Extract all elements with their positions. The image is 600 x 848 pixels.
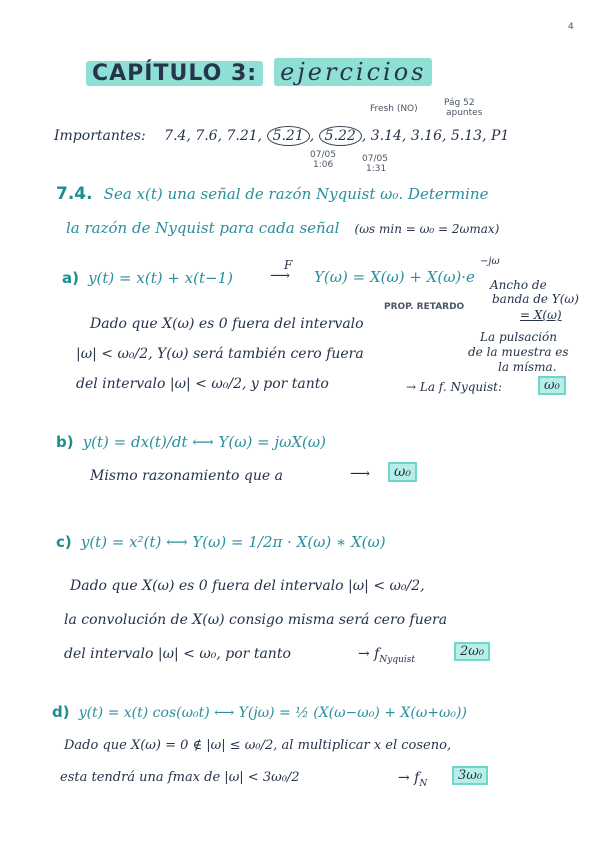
fourier-arrow: ⟶ [270,268,291,284]
part-b-label: b) [56,433,74,451]
part-d-text2: esta tendrá una fmax de |ω| < 3ω₀/2 [60,770,300,785]
page-mark: 4 [568,22,574,32]
important-item: 3.16, [410,128,447,144]
part-a-eq-right: Y(ω) = X(ω) + X(ω)·e [314,268,475,286]
page-title [86,58,432,86]
exercise-header [56,184,488,204]
part-d-sub: N [419,778,428,789]
exercise-line2-row [66,218,499,237]
note-date1a: 07/05 [310,150,336,160]
important-item: 7.21, [226,128,263,144]
note-fresh: Fresh (NO) [370,104,418,114]
part-d-label: d) [52,703,70,721]
part-d-text1: Dado que X(ω) = 0 ∉ |ω| ≤ ω₀/2, al multiplicar x el coseno, [64,738,452,753]
part-c-answer: 2ω₀ [454,642,490,661]
part-d-equation [52,702,467,721]
important-item-circled: 5.21 [267,126,310,146]
title-chapter: CAPÍTULO 3: [86,61,263,86]
part-a-equation [62,268,233,287]
side-note-6: la mísma. [498,360,557,374]
note-date2b: 1:31 [366,164,387,174]
part-c-f: → f [358,646,380,662]
important-item: 7.4, [164,128,191,144]
fourier-arrow-label: F [284,258,293,272]
part-c-text3: del intervalo |ω| < ω₀, por tanto [64,646,291,662]
important-item-circled: 5.22 [319,126,362,146]
note-apuntes: apuntes [446,108,483,118]
part-b-arrow: ⟶ [350,466,371,482]
title-exercises: ejercicios [274,58,432,86]
part-b-text: Mismo razonamiento que a [90,468,283,484]
part-a-label: a) [62,269,79,287]
note-date2a: 07/05 [362,154,388,164]
exercise-number: 7.4. [56,184,93,204]
part-c-label: c) [56,533,72,551]
part-b-eq: y(t) = dx(t)/dt ⟷ Y(ω) = jωX(ω) [82,433,326,451]
part-c-text1: Dado que X(ω) es 0 fuera del intervalo |ω| < ω₀/2, [70,578,425,594]
part-d-eq: y(t) = x(t) cos(ω₀t) ⟷ Y(jω) = ½ (X(ω−ω₀) + X(ω+ω₀)) [78,705,467,721]
side-note-4: La pulsación [480,330,558,344]
part-a-text2: |ω| < ω₀/2, Y(ω) será también cero fuera [76,346,364,362]
part-a-text3: del intervalo |ω| < ω₀/2, y por tanto [76,376,329,392]
part-c-text3b [358,646,415,665]
side-note-1: Ancho de [490,278,547,292]
important-list [54,128,509,144]
part-c-sub: Nyquist [379,654,416,665]
part-d-text2b [398,770,427,789]
part-a-answer: ω₀ [538,376,566,395]
important-item: , [361,128,367,144]
side-note-3: = X(ω) [520,308,562,322]
part-a-exponent: −jω [480,256,500,267]
part-c-equation [56,532,386,551]
part-b-answer: ω₀ [388,462,417,482]
side-note-2: banda de Y(ω) [492,292,579,306]
important-item: P1 [490,128,510,144]
exercise-line2: la razón de Nyquist para cada señal [66,219,340,237]
important-item: 3.14, [370,128,407,144]
note-pag52: Pág 52 [444,98,475,108]
note-date1b: 1:06 [313,160,334,170]
side-note-5: de la muestra es [468,345,569,359]
important-label: Importantes: [54,128,146,144]
prop-label: PROP. RETARDO [384,302,465,312]
important-item: , [309,128,315,144]
part-b-equation [56,432,326,451]
part-d-answer: 3ω₀ [452,766,488,785]
important-item: 7.6, [195,128,223,144]
part-c-eq: y(t) = x²(t) ⟷ Y(ω) = 1/2π · X(ω) ∗ X(ω) [80,533,386,551]
exercise-line1: Sea x(t) una señal de razón Nyquist ω₀. Determine [103,185,489,203]
important-item: 5.13, [450,128,487,144]
part-a-text3b: → La f. Nyquist: [406,380,502,394]
part-a-text1: Dado que X(ω) es 0 fuera del intervalo [90,316,364,332]
exercise-formula: (ωs min = ω₀ = 2ωmax) [354,222,500,236]
part-d-f: → f [398,770,420,786]
part-a-eq-left: y(t) = x(t) + x(t−1) [88,269,233,287]
part-c-text2: la convolución de X(ω) consigo misma será cero fuera [64,612,448,628]
